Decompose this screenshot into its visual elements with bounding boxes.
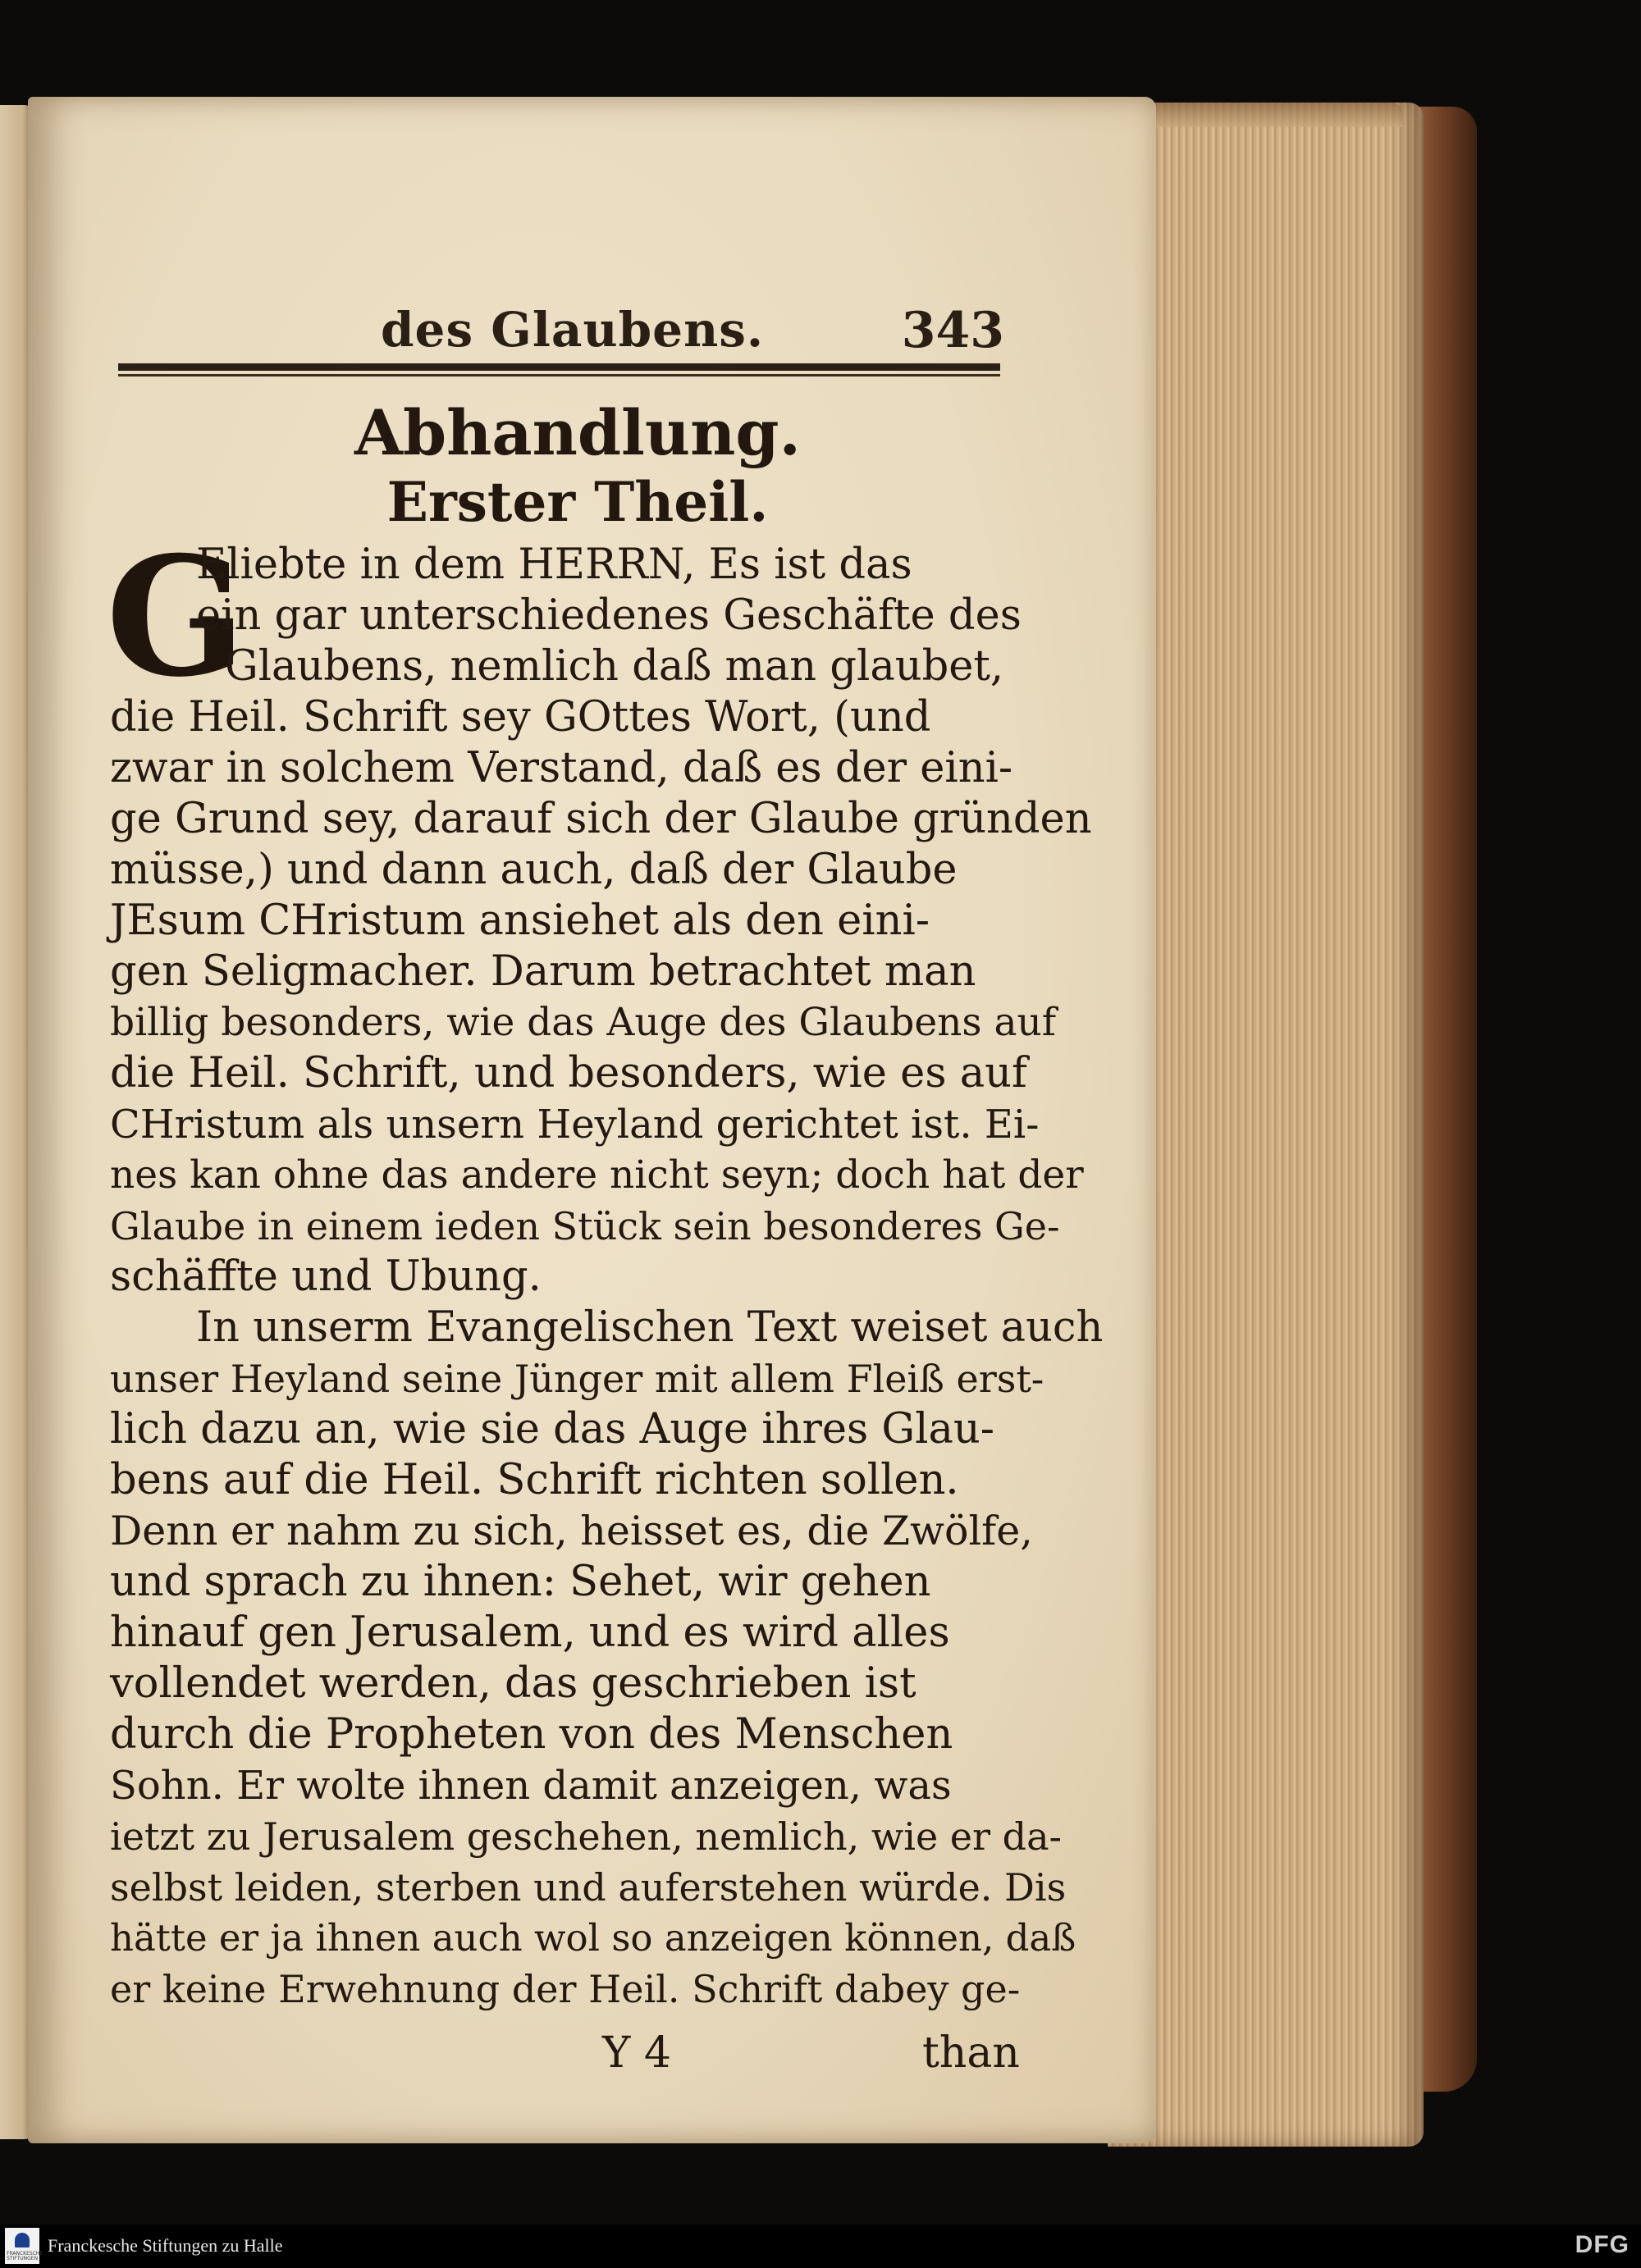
running-head <box>118 294 1004 367</box>
text-line: Glaube in einem ieden Stück sein besonderes Ge- <box>110 1204 1060 1248</box>
text-line: müsse,) und dann auch, daß der Glaube <box>110 846 958 894</box>
text-line: bens auf die Heil. Schrift richten sollen. <box>110 1456 959 1504</box>
text-line: Denn er nahm zu sich, heisset es, die Zwölfe, <box>110 1508 1033 1554</box>
institution-name: Franckesche Stiftungen zu Halle <box>48 2235 283 2256</box>
text-line: ein gar unterschiedenes Geschäfte des <box>196 591 1022 640</box>
section-subheading: Erster Theil. <box>386 470 769 534</box>
header-rule <box>118 363 1000 371</box>
drop-cap: G <box>106 521 246 714</box>
text-line: nes kan ohne das andere nicht seyn; doch hat der <box>110 1152 1084 1198</box>
logo-text: FRANCKESCHE STIFTUNGEN <box>7 2251 43 2261</box>
header-rule-thin <box>118 374 1000 376</box>
text-line: unser Heyland seine Jünger mit allem Fleiß erst- <box>110 1357 1044 1401</box>
text-line: vollendet werden, das geschrieben ist <box>110 1659 916 1708</box>
text-line: CHristum als unsern Heyland gerichtet ist. Ei- <box>110 1102 1040 1148</box>
text-line: schäffte und Ubung. <box>110 1253 542 1301</box>
signature-mark: Y 4 <box>602 2028 671 2078</box>
text-line: durch die Propheten von des Menschen <box>110 1710 953 1759</box>
text-line: die Heil. Schrift sey GOttes Wort, (und <box>110 693 931 742</box>
text-line: die Heil. Schrift, und besonders, wie es auf <box>110 1049 1027 1097</box>
text-line: ietzt zu Jerusalem geschehen, nemlich, wie er da- <box>110 1814 1063 1859</box>
text-line: JEsum CHristum ansiehet als den eini- <box>110 897 930 945</box>
text-line: gen Seligmacher. Darum betrachtet man <box>110 947 976 996</box>
text-line: In unserm Evangelischen Text weiset auch <box>196 1303 1104 1352</box>
text-line: er keine Erwehnung der Heil. Schrift dabey ge- <box>110 1967 1021 2011</box>
text-line: ge Grund sey, darauf sich der Glaube gründen <box>110 795 1092 843</box>
dfg-logo: DFG <box>1575 2231 1630 2258</box>
text-line: und sprach zu ihnen: Sehet, wir gehen <box>110 1558 931 1606</box>
page-number: 343 <box>901 302 1004 359</box>
book-page <box>28 97 1156 2143</box>
text-line: selbst leiden, sterben und auferstehen würde. Dis <box>110 1865 1067 1910</box>
text-line: zwar in solchem Verstand, daß es der eini- <box>110 744 1013 792</box>
text-line: billig besonders, wie das Auge des Glaubens auf <box>110 1000 1057 1045</box>
text-line: Sohn. Er wolte ihnen damit anzeigen, was <box>110 1763 952 1809</box>
catchword: than <box>922 2028 1020 2078</box>
text-line: Glaubens, nemlich daß man glaubet, <box>225 642 1004 691</box>
section-heading: Abhandlung. <box>354 396 801 469</box>
text-line: hinauf gen Jerusalem, und es wird alles <box>110 1609 950 1657</box>
text-line: hätte er ja ihnen auch wol so anzeigen können, daß <box>110 1916 1076 1960</box>
institution-logo <box>5 2228 43 2264</box>
text-line: lich dazu an, wie sie das Auge ihres Glau- <box>110 1405 994 1453</box>
running-title: des Glaubens. <box>381 302 765 358</box>
text-line: Eliebte in dem HERRN, Es ist das <box>196 541 912 589</box>
